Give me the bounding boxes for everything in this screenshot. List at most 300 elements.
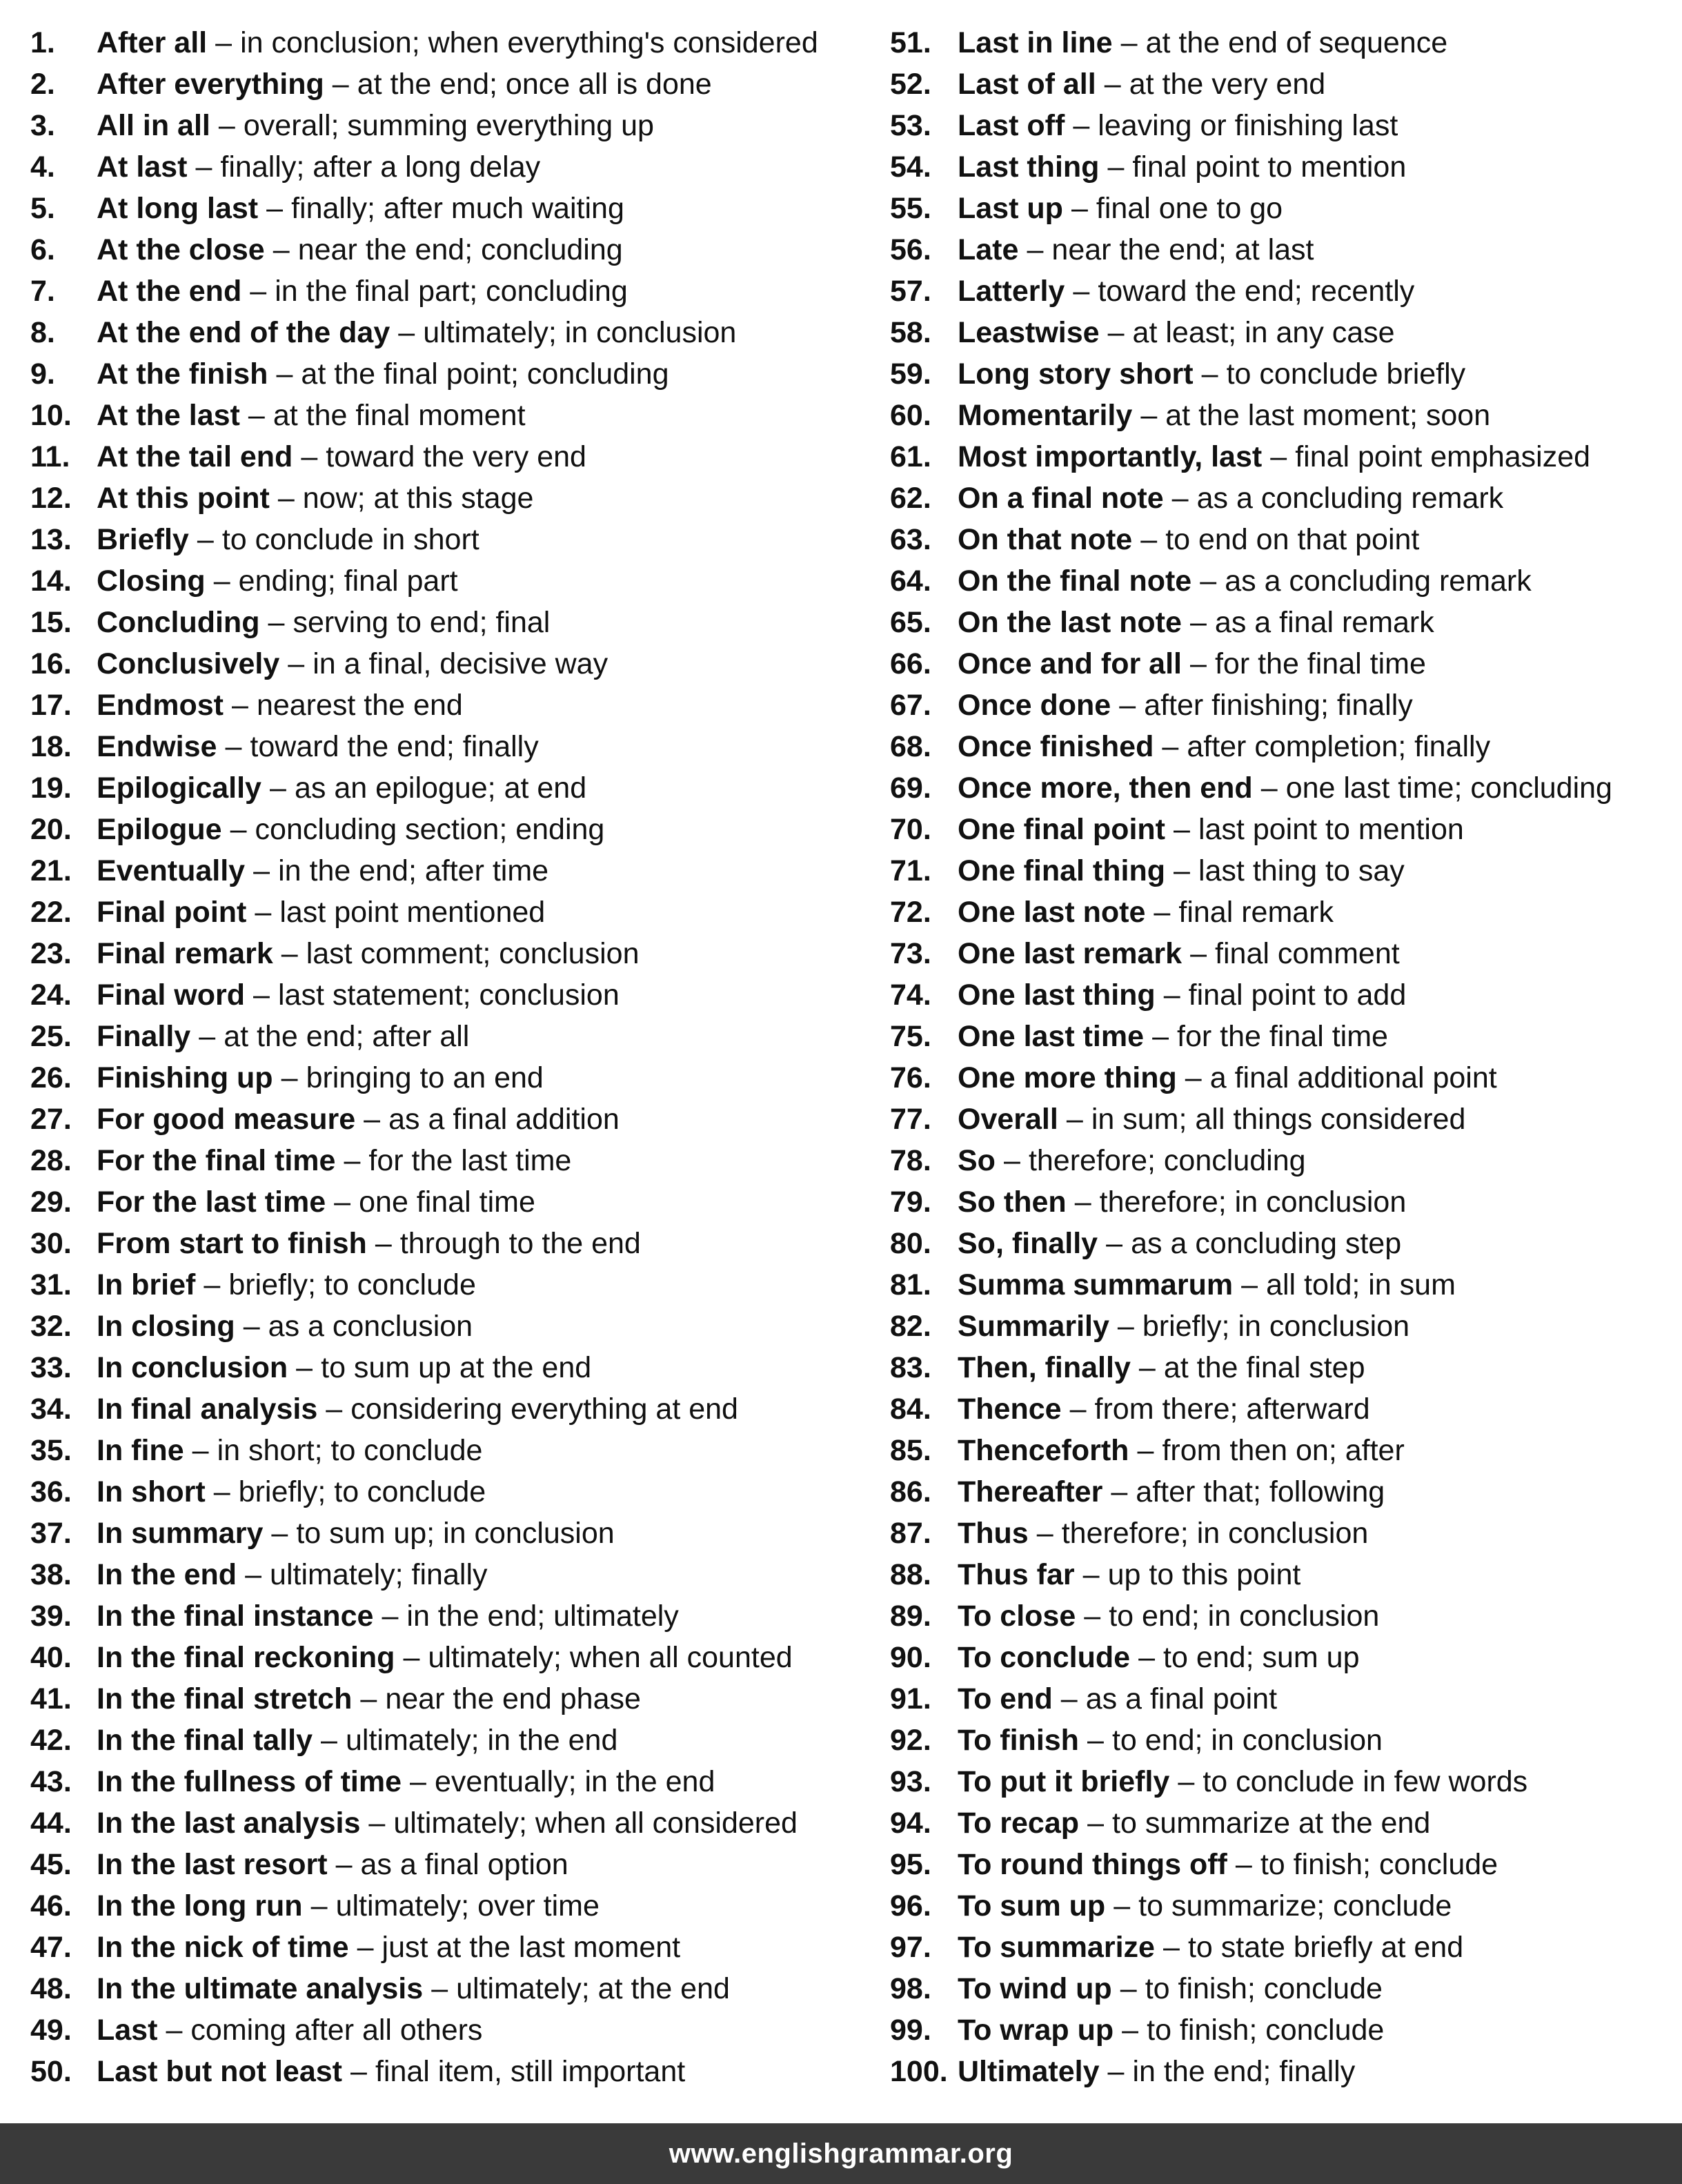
- list-item: [890, 1637, 1670, 1678]
- item-definition: to end on that point: [1165, 522, 1420, 556]
- item-number: 21.: [30, 854, 72, 887]
- item-number: 40.: [30, 1640, 72, 1674]
- list-item: [30, 105, 865, 146]
- item-separator: –: [1200, 564, 1217, 598]
- list-item: [30, 974, 865, 1016]
- item-number: 25.: [30, 1019, 72, 1053]
- item-term: At the close: [97, 233, 265, 266]
- item-term: One last thing: [958, 978, 1156, 1012]
- item-separator: –: [1071, 191, 1088, 225]
- list-item: [30, 1637, 865, 1678]
- item-definition: final point to mention: [1132, 150, 1407, 184]
- item-definition: as a final point: [1085, 1682, 1278, 1715]
- list-item: [30, 270, 865, 312]
- item-term: After everything: [97, 67, 324, 101]
- item-separator: –: [310, 1889, 328, 1922]
- item-number: 42.: [30, 1723, 72, 1757]
- item-number: 73.: [890, 936, 931, 970]
- item-definition: finally; after much waiting: [291, 191, 624, 225]
- item-separator: –: [1066, 1102, 1083, 1136]
- item-term: After all: [97, 26, 208, 59]
- list-item: [30, 809, 865, 850]
- item-definition: ultimately; when all counted: [428, 1640, 793, 1674]
- item-definition: last statement; conclusion: [277, 978, 620, 1012]
- item-term: Epilogically: [97, 771, 261, 805]
- item-separator: –: [199, 1019, 216, 1053]
- item-separator: –: [250, 274, 267, 308]
- item-term: To wind up: [958, 1971, 1112, 2005]
- item-definition: through to the end: [399, 1226, 641, 1260]
- list-item: [890, 2009, 1670, 2051]
- item-separator: –: [1122, 2013, 1139, 2047]
- item-number: 24.: [30, 978, 72, 1012]
- item-separator: –: [1137, 1433, 1154, 1467]
- item-definition: at the end of sequence: [1145, 26, 1448, 59]
- item-separator: –: [248, 398, 265, 432]
- item-definition: to conclude in few words: [1203, 1764, 1528, 1798]
- item-number: 48.: [30, 1971, 72, 2005]
- item-separator: –: [1185, 1061, 1202, 1094]
- item-number: 92.: [890, 1723, 931, 1757]
- list-item: [890, 974, 1670, 1016]
- list-item: [890, 1844, 1670, 1885]
- list-item: [30, 1471, 865, 1513]
- list-item: [890, 1513, 1670, 1554]
- item-number: 44.: [30, 1806, 72, 1840]
- item-number: 59.: [890, 357, 931, 391]
- item-separator: –: [1260, 771, 1278, 805]
- item-separator: –: [288, 647, 305, 680]
- item-definition: coming after all others: [190, 2013, 483, 2047]
- item-definition: therefore; in conclusion: [1099, 1185, 1407, 1219]
- item-definition: at the end; after all: [224, 1019, 470, 1053]
- item-number: 2.: [30, 67, 55, 101]
- item-separator: –: [1073, 108, 1090, 142]
- item-number: 70.: [890, 812, 931, 846]
- item-separator: –: [270, 771, 286, 805]
- list-item: [890, 1802, 1670, 1844]
- item-number: 5.: [30, 191, 55, 225]
- item-term: Last thing: [958, 150, 1100, 184]
- item-number: 86.: [890, 1475, 931, 1508]
- item-number: 15.: [30, 605, 72, 639]
- item-number: 22.: [30, 895, 72, 929]
- item-definition: ultimately; finally: [270, 1557, 488, 1591]
- item-definition: to sum up at the end: [321, 1350, 592, 1384]
- item-term: To summarize: [958, 1930, 1155, 1964]
- item-separator: –: [1189, 605, 1207, 639]
- item-definition: therefore; in conclusion: [1061, 1516, 1369, 1550]
- list-item: [30, 1347, 865, 1388]
- item-separator: –: [364, 1102, 381, 1136]
- list-item: [890, 1761, 1670, 1802]
- item-term: At the finish: [97, 357, 268, 391]
- item-separator: –: [1036, 1516, 1053, 1550]
- item-separator: –: [245, 1557, 262, 1591]
- item-definition: serving to end; final: [293, 605, 551, 639]
- item-separator: –: [301, 440, 318, 473]
- item-separator: –: [1171, 481, 1189, 515]
- item-separator: –: [1163, 978, 1180, 1012]
- item-separator: –: [326, 1392, 343, 1426]
- item-number: 65.: [890, 605, 931, 639]
- item-separator: –: [192, 1433, 209, 1467]
- item-separator: –: [1106, 1226, 1123, 1260]
- item-number: 54.: [890, 150, 931, 184]
- item-term: All in all: [97, 108, 210, 142]
- list-item: [30, 312, 865, 353]
- item-separator: –: [276, 357, 293, 391]
- item-definition: as a conclusion: [268, 1309, 473, 1343]
- item-separator: –: [398, 315, 415, 349]
- item-term: On a final note: [958, 481, 1164, 515]
- item-term: One last time: [958, 1019, 1145, 1053]
- item-definition: final comment: [1215, 936, 1400, 970]
- list-item: [30, 1057, 865, 1099]
- list-item: [890, 933, 1670, 974]
- item-term: To round things off: [958, 1847, 1227, 1881]
- item-separator: –: [1120, 1971, 1137, 2005]
- item-term: Final word: [97, 978, 245, 1012]
- item-number: 62.: [890, 481, 931, 515]
- item-number: 96.: [890, 1889, 931, 1922]
- list-item: [890, 2051, 1670, 2092]
- item-definition: to conclude briefly: [1226, 357, 1466, 391]
- item-definition: last comment; conclusion: [306, 936, 640, 970]
- list-item: [890, 478, 1670, 519]
- item-number: 91.: [890, 1682, 931, 1715]
- item-separator: –: [1138, 1640, 1155, 1674]
- item-number: 31.: [30, 1268, 72, 1301]
- item-term: One final thing: [958, 854, 1165, 887]
- item-definition: final point emphasized: [1295, 440, 1591, 473]
- item-term: So then: [958, 1185, 1067, 1219]
- item-definition: to sum up; in conclusion: [296, 1516, 615, 1550]
- list-item: [890, 1927, 1670, 1968]
- item-separator: –: [1120, 26, 1138, 59]
- item-number: 71.: [890, 854, 931, 887]
- list-item: [30, 1388, 865, 1430]
- item-separator: –: [375, 1226, 392, 1260]
- item-term: Summarily: [958, 1309, 1109, 1343]
- item-definition: ultimately; in the end: [345, 1723, 618, 1757]
- item-definition: final point to add: [1188, 978, 1407, 1012]
- item-separator: –: [253, 854, 270, 887]
- item-definition: after completion; finally: [1187, 729, 1491, 763]
- item-number: 50.: [30, 2054, 72, 2088]
- item-term: Summa summarum: [958, 1268, 1234, 1301]
- list-item: [890, 1885, 1670, 1927]
- item-separator: –: [357, 1930, 374, 1964]
- item-separator: –: [1069, 1392, 1087, 1426]
- item-term: At this point: [97, 481, 270, 515]
- item-separator: –: [166, 2013, 183, 2047]
- item-definition: final remark: [1178, 895, 1334, 929]
- list-item: [30, 1306, 865, 1347]
- item-number: 84.: [890, 1392, 931, 1426]
- item-number: 49.: [30, 2013, 72, 2047]
- item-definition: eventually; in the end: [434, 1764, 715, 1798]
- list-item: [890, 105, 1670, 146]
- item-separator: –: [204, 1268, 221, 1301]
- item-separator: –: [255, 895, 272, 929]
- item-number: 33.: [30, 1350, 72, 1384]
- item-separator: –: [335, 1847, 353, 1881]
- item-separator: –: [1162, 729, 1179, 763]
- item-definition: for the last time: [368, 1143, 572, 1177]
- item-definition: briefly; in conclusion: [1142, 1309, 1410, 1343]
- item-definition: as a concluding step: [1131, 1226, 1402, 1260]
- item-term: In the last resort: [97, 1847, 328, 1881]
- item-number: 7.: [30, 274, 55, 308]
- item-definition: to conclude in short: [221, 522, 479, 556]
- item-number: 27.: [30, 1102, 72, 1136]
- list-item: [30, 1016, 865, 1057]
- item-separator: –: [1138, 1350, 1156, 1384]
- item-definition: at the last moment; soon: [1165, 398, 1491, 432]
- item-separator: –: [344, 1143, 361, 1177]
- item-number: 29.: [30, 1185, 72, 1219]
- item-number: 53.: [890, 108, 931, 142]
- item-number: 51.: [890, 26, 931, 59]
- item-term: One last remark: [958, 936, 1183, 970]
- item-definition: final item, still important: [375, 2054, 686, 2088]
- item-separator: –: [1174, 812, 1190, 846]
- item-number: 46.: [30, 1889, 72, 1922]
- item-definition: near the end phase: [385, 1682, 641, 1715]
- item-term: At the end: [97, 274, 242, 308]
- item-term: Conclusively: [97, 647, 280, 680]
- item-term: At the last: [97, 398, 240, 432]
- item-term: Then, finally: [958, 1350, 1131, 1384]
- item-definition: after that; following: [1136, 1475, 1385, 1508]
- item-number: 23.: [30, 936, 72, 970]
- item-definition: in the final part; concluding: [275, 274, 628, 308]
- right-column-list: [890, 22, 1670, 2092]
- list-item: [890, 1388, 1670, 1430]
- item-definition: to end; in conclusion: [1111, 1723, 1383, 1757]
- item-number: 83.: [890, 1350, 931, 1384]
- item-term: Epilogue: [97, 812, 222, 846]
- list-item: [30, 1223, 865, 1264]
- list-item: [30, 519, 865, 560]
- item-separator: –: [253, 978, 270, 1012]
- item-term: To conclude: [958, 1640, 1131, 1674]
- list-item: [30, 1802, 865, 1844]
- item-number: 90.: [890, 1640, 931, 1674]
- item-definition: at the very end: [1129, 67, 1326, 101]
- item-number: 74.: [890, 978, 931, 1012]
- item-separator: –: [368, 1806, 386, 1840]
- item-number: 64.: [890, 564, 931, 598]
- list-item: [890, 1306, 1670, 1347]
- item-definition: to summarize; conclude: [1138, 1889, 1452, 1922]
- item-definition: to summarize at the end: [1112, 1806, 1431, 1840]
- item-term: Late: [958, 233, 1019, 266]
- item-definition: to finish; conclude: [1147, 2013, 1385, 2047]
- list-item: [30, 643, 865, 685]
- item-separator: –: [213, 564, 230, 598]
- item-number: 36.: [30, 1475, 72, 1508]
- item-number: 13.: [30, 522, 72, 556]
- item-definition: in short; to conclude: [217, 1433, 483, 1467]
- list-item: [30, 1099, 865, 1140]
- item-term: Finally: [97, 1019, 191, 1053]
- item-term: Once more, then end: [958, 771, 1253, 805]
- item-number: 35.: [30, 1433, 72, 1467]
- item-number: 79.: [890, 1185, 931, 1219]
- item-term: Momentarily: [958, 398, 1133, 432]
- item-definition: last point mentioned: [279, 895, 546, 929]
- item-definition: up to this point: [1107, 1557, 1301, 1591]
- item-definition: in the end; after time: [278, 854, 549, 887]
- item-term: To finish: [958, 1723, 1079, 1757]
- list-item: [30, 188, 865, 229]
- list-item: [890, 1099, 1670, 1140]
- item-number: 80.: [890, 1226, 931, 1260]
- item-term: Thus far: [958, 1557, 1075, 1591]
- list-item: [890, 1968, 1670, 2009]
- list-item: [30, 1140, 865, 1181]
- item-number: 100.: [890, 2054, 948, 2088]
- list-item: [890, 892, 1670, 933]
- item-definition: briefly; to conclude: [228, 1268, 476, 1301]
- list-item: [890, 353, 1670, 395]
- list-item: [30, 1927, 865, 1968]
- list-item: [890, 1678, 1670, 1720]
- item-separator: –: [321, 1723, 337, 1757]
- item-separator: –: [1074, 1185, 1091, 1219]
- list-item: [30, 892, 865, 933]
- list-item: [890, 436, 1670, 478]
- item-number: 16.: [30, 647, 72, 680]
- item-term: So, finally: [958, 1226, 1098, 1260]
- item-separator: –: [218, 108, 235, 142]
- item-definition: briefly; to conclude: [238, 1475, 486, 1508]
- item-definition: concluding section; ending: [255, 812, 605, 846]
- item-term: In the fullness of time: [97, 1764, 402, 1798]
- item-number: 88.: [890, 1557, 931, 1591]
- item-definition: a final additional point: [1209, 1061, 1497, 1094]
- item-definition: last point to mention: [1198, 812, 1464, 846]
- item-number: 93.: [890, 1764, 931, 1798]
- item-term: Briefly: [97, 522, 189, 556]
- item-separator: –: [225, 729, 242, 763]
- item-term: For the final time: [97, 1143, 336, 1177]
- item-number: 69.: [890, 771, 931, 805]
- item-term: Most importantly, last: [958, 440, 1263, 473]
- list-item: [30, 1761, 865, 1802]
- item-term: In closing: [97, 1309, 235, 1343]
- item-definition: bringing to an end: [306, 1061, 544, 1094]
- list-item: [890, 767, 1670, 809]
- item-separator: –: [243, 1309, 260, 1343]
- item-definition: toward the very end: [326, 440, 586, 473]
- item-term: In the end: [97, 1557, 237, 1591]
- item-separator: –: [230, 812, 247, 846]
- item-term: Last in line: [958, 26, 1113, 59]
- item-number: 26.: [30, 1061, 72, 1094]
- item-separator: –: [231, 688, 248, 722]
- item-number: 95.: [890, 1847, 931, 1881]
- item-separator: –: [1241, 1268, 1258, 1301]
- item-separator: –: [1084, 1599, 1101, 1633]
- item-number: 82.: [890, 1309, 931, 1343]
- item-term: One final point: [958, 812, 1165, 846]
- item-number: 98.: [890, 1971, 931, 2005]
- item-term: For good measure: [97, 1102, 356, 1136]
- item-definition: after finishing; finally: [1144, 688, 1413, 722]
- list-item: [30, 602, 865, 643]
- list-item: [30, 1430, 865, 1471]
- item-definition: ultimately; when all considered: [393, 1806, 798, 1840]
- item-term: To wrap up: [958, 2013, 1114, 2047]
- list-item: [890, 1720, 1670, 1761]
- item-term: Overall: [958, 1102, 1058, 1136]
- item-definition: from there; afterward: [1094, 1392, 1370, 1426]
- item-number: 57.: [890, 274, 931, 308]
- item-separator: –: [1003, 1143, 1020, 1177]
- list-item: [890, 146, 1670, 188]
- item-term: Last off: [958, 108, 1065, 142]
- item-number: 87.: [890, 1516, 931, 1550]
- item-definition: to end; in conclusion: [1109, 1599, 1380, 1633]
- list-item: [30, 726, 865, 767]
- item-separator: –: [1154, 895, 1171, 929]
- list-item: [890, 1181, 1670, 1223]
- item-term: At long last: [97, 191, 259, 225]
- list-item: [30, 850, 865, 892]
- list-item: [30, 22, 865, 63]
- item-separator: –: [195, 150, 212, 184]
- item-number: 58.: [890, 315, 931, 349]
- item-term: At the tail end: [97, 440, 293, 473]
- item-number: 38.: [30, 1557, 72, 1591]
- item-term: In brief: [97, 1268, 196, 1301]
- item-term: In final analysis: [97, 1392, 318, 1426]
- item-definition: nearest the end: [256, 688, 463, 722]
- item-separator: –: [410, 1764, 426, 1798]
- item-separator: –: [332, 67, 349, 101]
- list-item: [890, 685, 1670, 726]
- item-term: Once done: [958, 688, 1111, 722]
- item-separator: –: [277, 481, 295, 515]
- item-term: On that note: [958, 522, 1133, 556]
- item-separator: –: [431, 1971, 448, 2005]
- list-item: [890, 188, 1670, 229]
- item-term: Endmost: [97, 688, 224, 722]
- item-separator: –: [197, 522, 214, 556]
- item-term: On the final note: [958, 564, 1192, 598]
- item-definition: to state briefly at end: [1187, 1930, 1464, 1964]
- item-separator: –: [1107, 2054, 1125, 2088]
- list-item: [890, 560, 1670, 602]
- item-term: In fine: [97, 1433, 184, 1467]
- item-separator: –: [1178, 1764, 1195, 1798]
- item-number: 43.: [30, 1764, 72, 1798]
- item-term: Last of all: [958, 67, 1096, 101]
- item-definition: in a final, decisive way: [313, 647, 609, 680]
- item-definition: all told; in sum: [1266, 1268, 1456, 1301]
- item-term: Last but not least: [97, 2054, 342, 2088]
- item-term: In the ultimate analysis: [97, 1971, 424, 2005]
- item-separator: –: [382, 1599, 399, 1633]
- item-separator: –: [334, 1185, 351, 1219]
- list-item: [890, 1264, 1670, 1306]
- list-item: [30, 1595, 865, 1637]
- item-term: Thus: [958, 1516, 1029, 1550]
- item-separator: –: [1027, 233, 1044, 266]
